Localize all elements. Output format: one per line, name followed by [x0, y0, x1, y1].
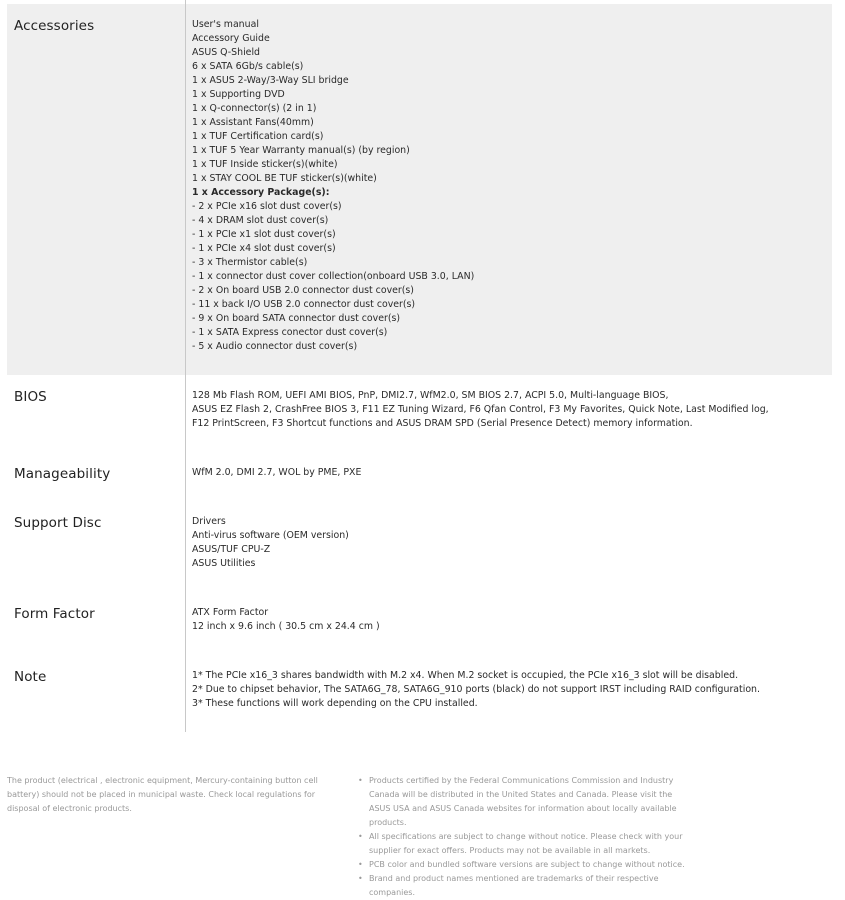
disclaimer-item — [358, 830, 688, 858]
spec-line: 1 x STAY COOL BE TUF sticker(s)(white) — [192, 173, 377, 184]
spec-line: 1 x Supporting DVD — [192, 89, 285, 100]
spec-value-form-factor — [192, 606, 380, 634]
spec-line: 1 x TUF 5 Year Warranty manual(s) (by region) — [192, 145, 410, 156]
spec-line: 1 x Q-connector(s) (2 in 1) — [192, 103, 317, 114]
disclaimer-item — [358, 774, 688, 830]
bullet-icon: • — [358, 776, 363, 785]
spec-line: ASUS/TUF CPU-Z — [192, 544, 271, 555]
spec-line: Drivers — [192, 516, 226, 527]
disclaimer-item — [358, 858, 688, 872]
spec-value-manageability — [192, 466, 361, 480]
spec-line: WfM 2.0, DMI 2.7, WOL by PME, PXE — [192, 467, 362, 478]
spec-line: - 3 x Thermistor cable(s) — [192, 257, 308, 268]
disclaimer-text: All specifications are subject to change without notice. Please check with your supplier for exact offers. Products may not be available in all markets. — [369, 832, 683, 855]
spec-line: - 2 x PCIe x16 slot dust cover(s) — [192, 201, 342, 212]
spec-line: Accessory Guide — [192, 33, 270, 44]
spec-line: User's manual — [192, 19, 259, 30]
spec-value-bios — [192, 389, 769, 431]
spec-line: 1 x TUF Certification card(s) — [192, 131, 324, 142]
spec-line: 1 x Assistant Fans(40mm) — [192, 117, 314, 128]
spec-line: - 1 x PCIe x1 slot dust cover(s) — [192, 229, 336, 240]
spec-label-note: Note — [14, 669, 47, 685]
spec-line: 128 Mb Flash ROM, UEFI AMI BIOS, PnP, DMI2.7, WfM2.0, SM BIOS 2.7, ACPI 5.0, Multi-language BIOS, — [192, 390, 669, 401]
spec-line: 1 x ASUS 2-Way/3-Way SLI bridge — [192, 75, 349, 86]
spec-label-support-disc: Support Disc — [14, 515, 102, 531]
spec-line: - 5 x Audio connector dust cover(s) — [192, 341, 358, 352]
disclaimer-list — [358, 774, 688, 900]
bullet-icon: • — [358, 874, 363, 883]
spec-line: ATX Form Factor — [192, 607, 269, 618]
spec-line: F12 PrintScreen, F3 Shortcut functions and ASUS DRAM SPD (Serial Presence Detect) memory information. — [192, 418, 693, 429]
spec-line: - 1 x PCIe x4 slot dust cover(s) — [192, 243, 336, 254]
spec-label-manageability: Manageability — [14, 466, 111, 482]
spec-line: - 11 x back I/O USB 2.0 connector dust cover(s) — [192, 299, 416, 310]
spec-line: - 9 x On board SATA connector dust cover(s) — [192, 313, 401, 324]
spec-line: - 2 x On board USB 2.0 connector dust cover(s) — [192, 285, 414, 296]
spec-line: Anti-virus software (OEM version) — [192, 530, 349, 541]
spec-line: - 4 x DRAM slot dust cover(s) — [192, 215, 329, 226]
spec-line: 6 x SATA 6Gb/s cable(s) — [192, 61, 304, 72]
bullet-icon: • — [358, 860, 363, 869]
spec-line: 1 x TUF Inside sticker(s)(white) — [192, 159, 338, 170]
spec-line: ASUS Utilities — [192, 558, 256, 569]
spec-label-accessories: Accessories — [14, 18, 95, 34]
spec-line: 1* The PCIe x16_3 shares bandwidth with M.2 x4. When M.2 socket is occupied, the PCIe x16_3 slot will be disabled. — [192, 670, 739, 681]
spec-line: 2* Due to chipset behavior, The SATA6G_78, SATA6G_910 ports (black) do not support IRST including RAID configuration. — [192, 684, 760, 695]
spec-line: 12 inch x 9.6 inch ( 30.5 cm x 24.4 cm ) — [192, 621, 380, 632]
spec-label-bios: BIOS — [14, 389, 47, 405]
spec-line: 1 x Accessory Package(s): — [192, 187, 330, 198]
spec-line: ASUS Q-Shield — [192, 47, 261, 58]
disposal-notice: The product (electrical , electronic equipment, Mercury-containing button cell battery) should not be placed in municipal waste. Check local regulations for disposal of electronic products. — [7, 776, 318, 813]
spec-value-note — [192, 669, 760, 711]
spec-line: - 1 x connector dust cover collection(onboard USB 3.0, LAN) — [192, 271, 475, 282]
disclaimer-item — [358, 872, 688, 900]
disclaimer-text: PCB color and bundled software versions are subject to change without notice. — [369, 860, 685, 869]
spec-value-support-disc — [192, 515, 349, 571]
disclaimer-text: Brand and product names mentioned are trademarks of their respective companies. — [369, 874, 659, 897]
bullet-icon: • — [358, 832, 363, 841]
column-divider — [185, 0, 186, 732]
spec-label-form-factor: Form Factor — [14, 606, 95, 622]
spec-line: 3* These functions will work depending on the CPU installed. — [192, 698, 478, 709]
spec-value-accessories — [192, 18, 474, 354]
spec-line: ASUS EZ Flash 2, CrashFree BIOS 3, F11 EZ Tuning Wizard, F6 Qfan Control, F3 My Favorites, Quick Note, Last Modified log, — [192, 404, 769, 415]
spec-line: - 1 x SATA Express conector dust cover(s) — [192, 327, 388, 338]
disclaimer-text: Products certified by the Federal Communications Commission and Industry Canada will be distributed in the United States and Canada. Please visit the ASUS USA and ASUS Canada websites for information about locally available products. — [369, 776, 677, 827]
